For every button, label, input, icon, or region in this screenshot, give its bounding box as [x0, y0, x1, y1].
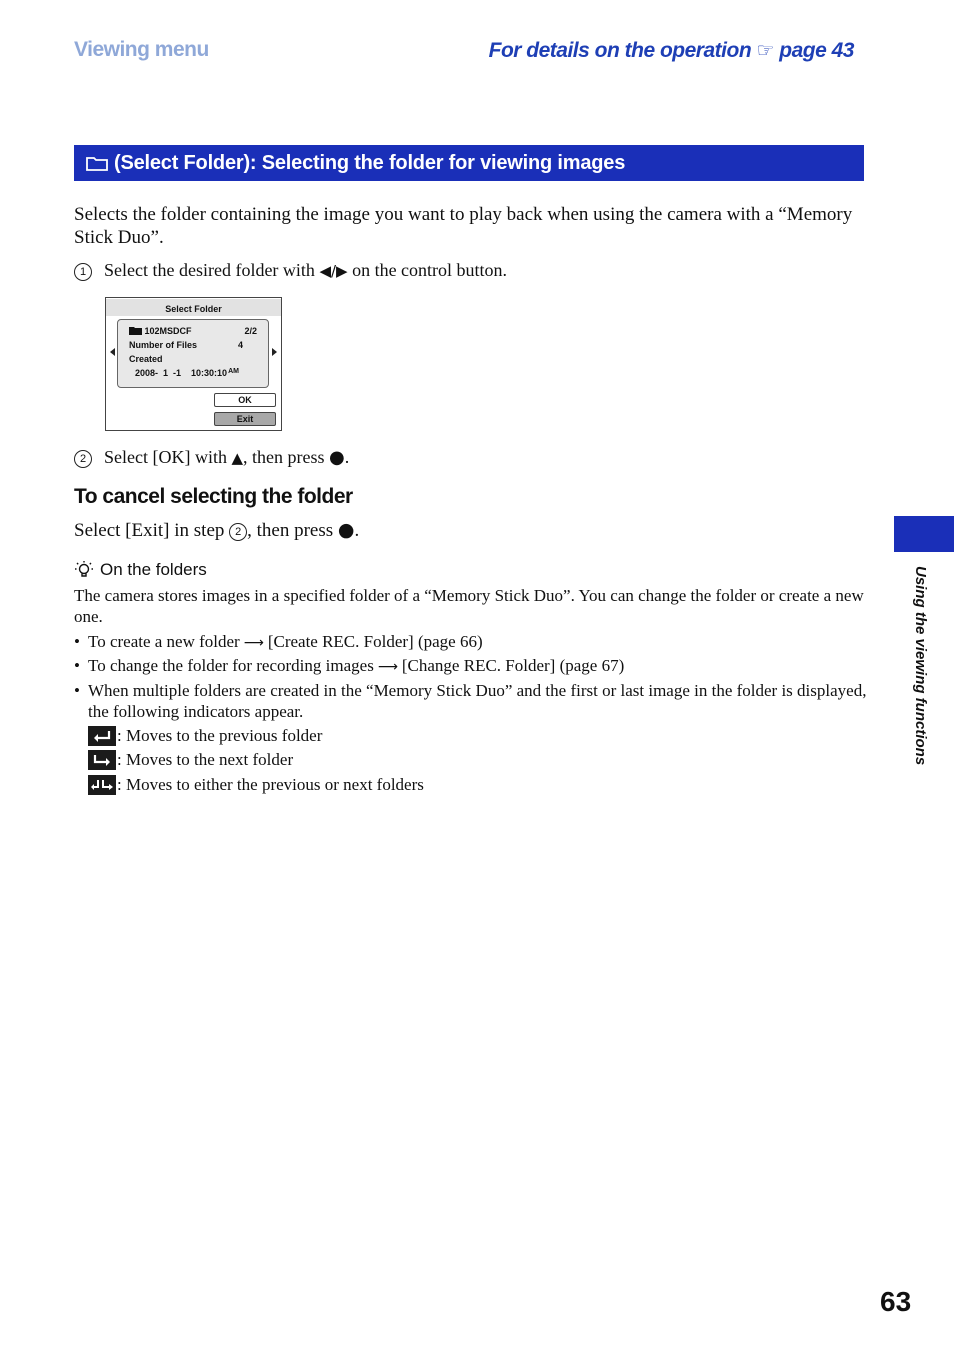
cancel-text: Select [Exit] in step	[74, 520, 225, 541]
tip-heading	[74, 560, 207, 580]
step-text: Select [OK] with	[104, 447, 227, 467]
operation-reference-page: page 43	[779, 39, 854, 62]
right-arrow-icon: ⟶	[243, 635, 264, 651]
center-button-icon: ●	[329, 447, 345, 468]
tip-title: On the folders	[100, 560, 207, 579]
right-arrow-icon	[272, 348, 277, 356]
up-arrow-icon: ▲	[231, 449, 244, 467]
created-time: 10:30:10	[191, 368, 228, 378]
previous-folder-icon	[88, 726, 116, 746]
next-folder-icon	[88, 750, 116, 770]
created-label: Created	[129, 354, 163, 364]
left-right-arrows-icon: ◀/▶	[319, 262, 348, 280]
section-title: (Select Folder): Selecting the folder for viewing images	[114, 151, 626, 174]
step-number: 2	[74, 450, 92, 468]
indicator-row	[88, 775, 424, 795]
left-arrow-icon	[110, 348, 115, 356]
files-value: 4	[237, 340, 243, 350]
created-ampm: AM	[228, 368, 239, 375]
bullet-text: To create a new folder	[88, 632, 240, 651]
folder-icon	[129, 326, 142, 335]
intro-paragraph: Selects the folder containing the image you want to play back when using the camera with a “Memory Stick Duo”.	[74, 204, 853, 248]
pointing-hand-icon: ☞	[756, 40, 774, 62]
bullet-target: [Change REC. Folder] (page 67)	[401, 656, 625, 675]
bullet-target: [Create REC. Folder] (page 66)	[267, 632, 483, 651]
section-title-banner	[74, 145, 864, 181]
step-number: 2	[229, 523, 247, 541]
operation-reference-label: For details on the operation	[488, 39, 752, 62]
folder-name: 102MSDCF	[144, 326, 192, 336]
camera-screen	[105, 297, 282, 431]
folder-icon	[86, 155, 108, 171]
folder-row	[129, 326, 257, 336]
operation-reference[interactable]	[489, 38, 854, 63]
bullet-item: • To create a new folder ⟶ [Create REC. Folder] (page 66)	[74, 632, 483, 651]
indicator-text: : Moves to the next folder	[117, 750, 294, 769]
cancel-instruction	[74, 519, 359, 542]
cancel-heading: To cancel selecting the folder	[74, 485, 353, 508]
lightbulb-icon	[74, 560, 94, 580]
step-text-end: on the control button.	[352, 260, 508, 280]
section-header: Viewing menu	[74, 38, 209, 61]
step-number: 1	[74, 263, 92, 281]
bullet-item: • To change the folder for recording images ⟶ [Change REC. Folder] (page 67)	[74, 656, 625, 675]
bullet-text: To change the folder for recording images	[88, 656, 374, 675]
ok-button[interactable]: OK	[214, 393, 276, 407]
indicator-row	[88, 726, 322, 746]
screen-title: Select Folder	[106, 299, 281, 316]
center-button-icon: ●	[337, 519, 355, 541]
step-text-end: .	[344, 447, 350, 467]
created-date: 2008- 1 -1	[135, 368, 182, 378]
cancel-text-mid: , then press	[247, 520, 334, 541]
indicator-text: : Moves to the previous folder	[117, 726, 323, 745]
folder-count: 2/2	[244, 326, 257, 336]
either-folder-icon	[88, 775, 116, 795]
right-arrow-icon: ⟶	[377, 659, 398, 675]
bullet-text: When multiple folders are created in the “Memory Stick Duo” and the first or last image in the folder is displayed, the following indicators appear.	[88, 681, 867, 721]
created-row	[129, 354, 257, 364]
indicator-text: : Moves to either the previous or next folders	[117, 775, 424, 794]
files-label: Number of Files	[129, 340, 198, 350]
created-value-row	[135, 368, 257, 378]
folder-info-box	[117, 319, 269, 388]
tip-body: The camera stores images in a specified folder of a “Memory Stick Duo”. You can change the folder or create a new one.	[74, 586, 864, 626]
exit-button[interactable]: Exit	[214, 412, 276, 426]
bullet-item: • When multiple folders are created in the “Memory Stick Duo” and the first or last image in the folder is displayed, the following indicators appear.	[74, 681, 867, 721]
step-1	[74, 259, 507, 282]
step-2	[74, 446, 349, 469]
files-row	[129, 340, 257, 350]
step-text: Select the desired folder with	[104, 260, 315, 280]
indicator-row	[88, 750, 293, 770]
chapter-label: Using the viewing functions	[912, 566, 929, 766]
step-text-mid: , then press	[243, 447, 325, 467]
cancel-text-end: .	[354, 520, 360, 541]
page-number: 63	[880, 1286, 912, 1317]
chapter-tab	[894, 516, 954, 552]
